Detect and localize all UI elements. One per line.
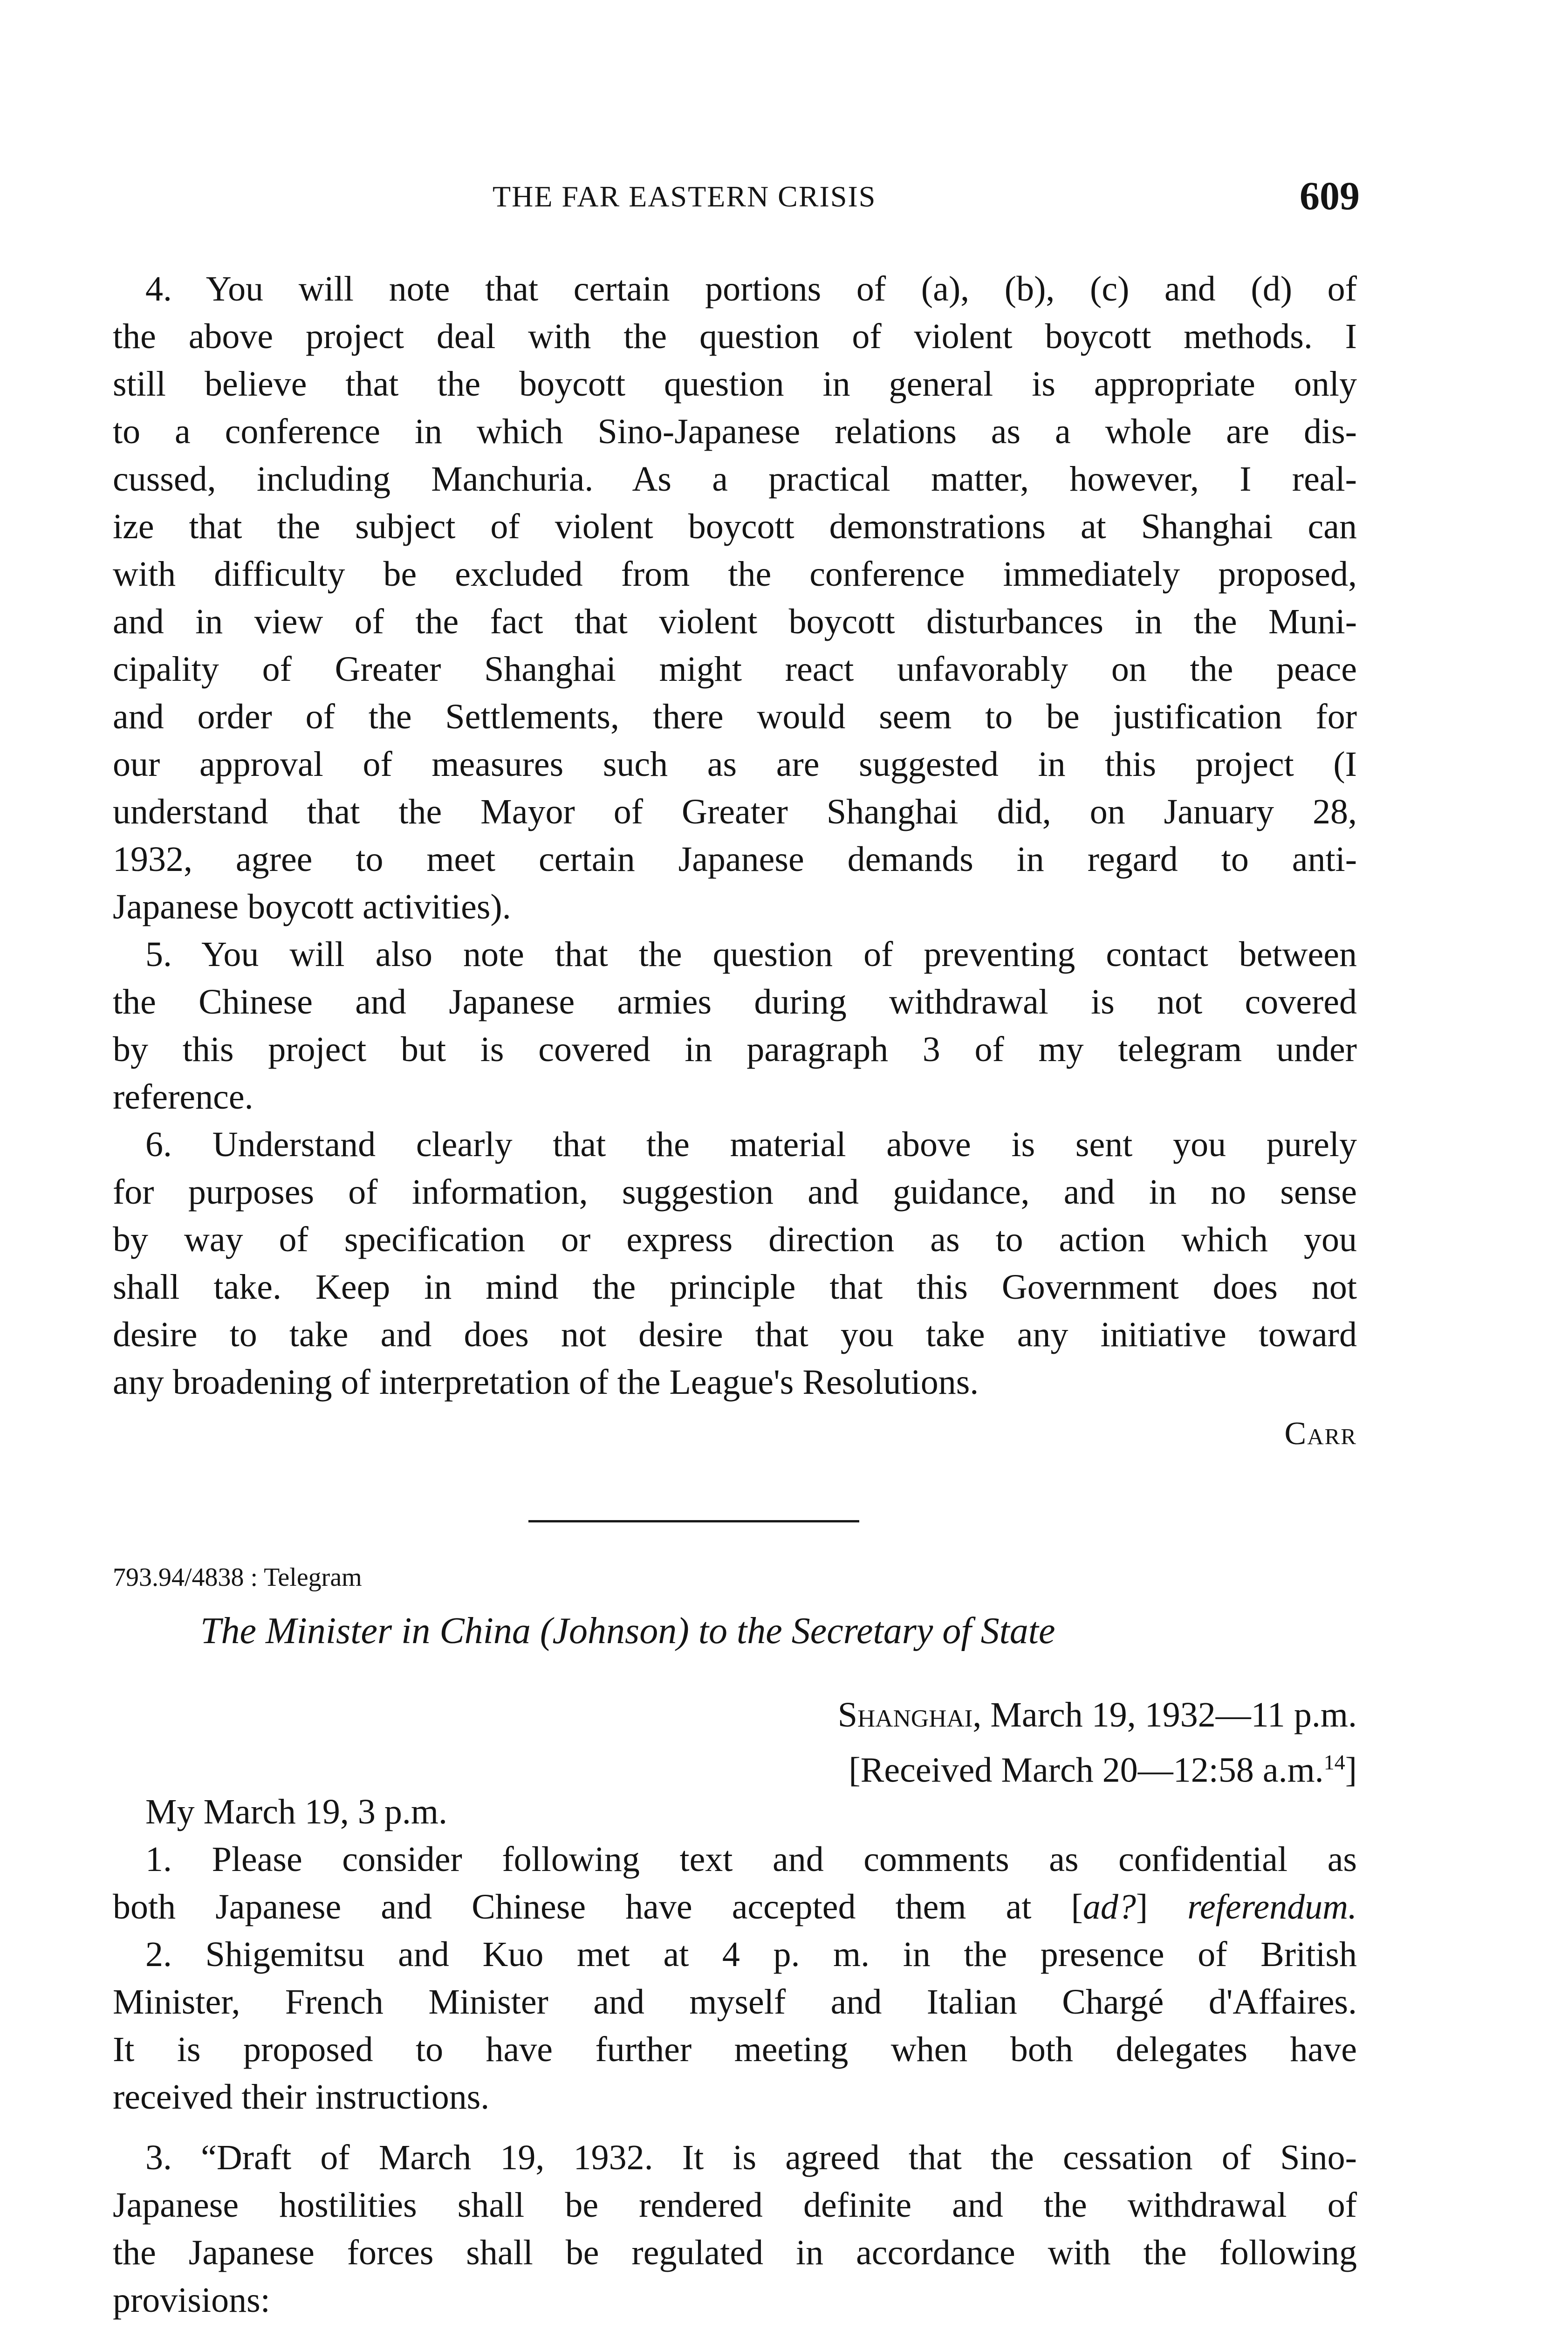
- text-line: and order of the Settlements, there would seem to be justification for: [113, 697, 1357, 736]
- text-line: Japanese hostilities shall be rendered definite and the withdrawal of: [113, 2186, 1357, 2225]
- text-line: to a conference in which Sino-Japanese relations as a whole are dis-: [113, 412, 1357, 451]
- signature: Carr: [1284, 1416, 1357, 1452]
- text-line: Japanese boycott activities).: [113, 887, 511, 926]
- dateline-place: Shanghai,: [837, 1695, 982, 1734]
- text-line: and in view of the fact that violent boycott disturbances in the Muni-: [113, 602, 1357, 641]
- footnote-reference: 14: [1323, 1750, 1345, 1774]
- text-line: for purposes of information, suggestion and guidance, and in no sense: [113, 1172, 1357, 1212]
- text-line: with difficulty be excluded from the conference immediately proposed,: [113, 555, 1357, 594]
- text-fragment: ]: [1136, 1887, 1148, 1926]
- text-line: still believe that the boycott question in general is appropriate only: [113, 364, 1357, 404]
- text-line: cussed, including Manchuria. As a practical matter, however, I real-: [113, 459, 1357, 499]
- text-line: desire to take and does not desire that you take any initiative toward: [113, 1315, 1357, 1354]
- text-fragment-italic: referendum.: [1187, 1887, 1357, 1926]
- text-line: Minister, French Minister and myself and Italian Chargé d'Affaires.: [113, 1982, 1357, 2022]
- text-line: our approval of measures such as are suggested in this project (I: [113, 745, 1357, 784]
- document-heading: The Minister in China (Johnson) to the Secretary of State: [200, 1610, 1055, 1652]
- text-fragment-italic: ad?: [1082, 1887, 1136, 1926]
- text-line: 2. Shigemitsu and Kuo met at 4 p. m. in the presence of British: [145, 1935, 1357, 1974]
- text-line: understand that the Mayor of Greater Shanghai did, on January 28,: [113, 792, 1357, 831]
- received-text: [Received March 20—12:58 a.m.: [849, 1750, 1324, 1790]
- text-line: [113, 1884, 1357, 1930]
- text-line: reference.: [113, 1077, 253, 1117]
- text-line: It is proposed to have further meeting when both delegates have: [113, 2030, 1357, 2069]
- opening-line: My March 19, 3 p.m.: [145, 1792, 448, 1831]
- running-header: THE FAR EASTERN CRISIS: [493, 180, 876, 213]
- section-divider: [528, 1520, 859, 1522]
- received-line: [699, 1739, 1357, 1793]
- text-line: received their instructions.: [113, 2077, 490, 2117]
- text-line: the Chinese and Japanese armies during withdrawal is not covered: [113, 982, 1357, 1021]
- text-line: shall take. Keep in mind the principle that this Government does not: [113, 1268, 1357, 1307]
- text-line: cipality of Greater Shanghai might react unfavorably on the peace: [113, 650, 1357, 689]
- text-line: ize that the subject of violent boycott demonstrations at Shanghai can: [113, 507, 1357, 546]
- text-line: 6. Understand clearly that the material above is sent you purely: [145, 1125, 1357, 1164]
- text-line: by way of specification or express direction as to action which you: [113, 1220, 1357, 1259]
- dateline-date: March 19, 1932—11 p.m.: [990, 1695, 1357, 1734]
- text-fragment: both Japanese and Chinese have accepted them at [: [113, 1887, 1083, 1926]
- text-line: 4. You will note that certain portions of (a), (b), (c) and (d) of: [145, 269, 1357, 308]
- file-reference: 793.94/4838 : Telegram: [113, 1563, 362, 1592]
- text-line: any broadening of interpretation of the League's Resolutions.: [113, 1363, 979, 1402]
- text-line: the above project deal with the question of violent boycott methods. I: [113, 317, 1357, 356]
- text-line: 5. You will also note that the question of preventing contact between: [145, 935, 1357, 974]
- text-line: 3. “Draft of March 19, 1932. It is agreed that the cessation of Sino-: [145, 2138, 1357, 2177]
- received-bracket: ]: [1345, 1750, 1357, 1790]
- text-line: by this project but is covered in paragraph 3 of my telegram under: [113, 1030, 1357, 1069]
- text-line: 1. Please consider following text and comments as confidential as: [145, 1840, 1357, 1879]
- dateline: [699, 1692, 1357, 1738]
- text-line: the Japanese forces shall be regulated in accordance with the following: [113, 2233, 1357, 2272]
- page-number: 609: [1300, 173, 1360, 218]
- text-line: 1932, agree to meet certain Japanese demands in regard to anti-: [113, 840, 1357, 879]
- text-line: provisions:: [113, 2281, 270, 2320]
